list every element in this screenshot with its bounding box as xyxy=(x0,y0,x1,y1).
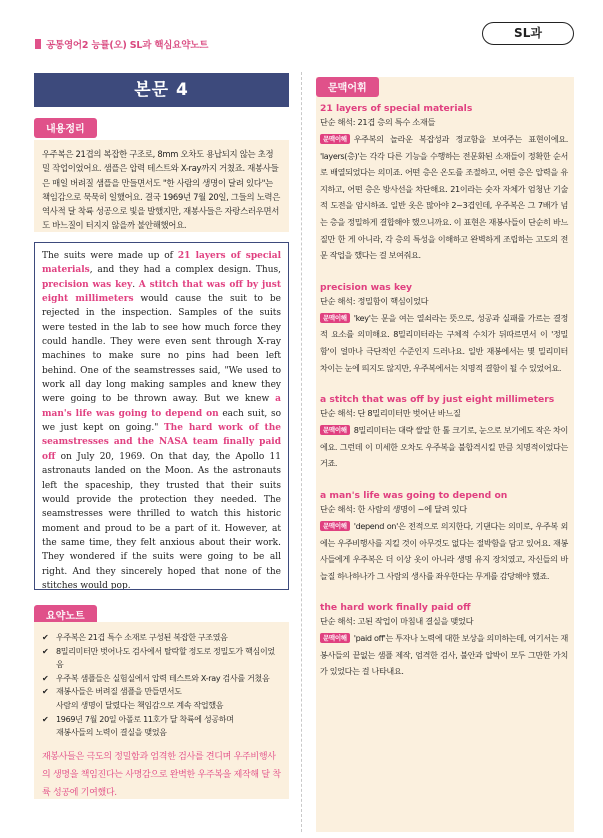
notes-box xyxy=(34,622,289,799)
vocab-term-explanation: 'key'는 문을 여는 열쇠라는 뜻으로, 성공과 실패를 가르는 결정적 요소를 의미해요. 8밀리미터라는 구체적 수치가 뒤따르면서 이 '정밀함'이 얼마나 극단적인 수준인지 드러나요. 일반 재봉에서는 몇 밀리미터 차이는 눈에 띄지도 않지만, 우주복에서는 치명적 결함이 될 수 있었어요. xyxy=(320,312,568,373)
notes-item xyxy=(42,685,281,699)
check-icon: ✔ xyxy=(42,714,49,724)
notes-label: 요약노트 xyxy=(34,605,97,625)
vocab-term xyxy=(320,489,568,584)
passage-text: on July 20, 1969. On that day, the Apollo 11 astronauts landed on the Moon. As the astronauts left the spaceship, they trusted that their suits would provide the protection they needed. The seamstresses were thrilled to watch this historic moment and proud to be a part of it. However, at the same time, they felt anxious about their work. They wondered if the suits were going to be all right. And they sincerely hoped that none of the stitches would pop. xyxy=(42,451,281,590)
header-accent-bar xyxy=(35,39,41,49)
vocab-term-body xyxy=(320,310,568,376)
vocab-term-explanation: 'paid off'는 투자나 노력에 대한 보상을 의미하는데, 여기서는 재봉사들의 끝없는 샘플 제작, 엄격한 검사, 불안과 압박이 모두 그만한 가치가 있었다는 걸 나타내요. xyxy=(320,633,568,677)
passage-highlight: The hard work of the seamstresses and the NASA team finally paid off xyxy=(42,423,281,462)
notes-item-text: 우주복은 21겹 특수 소재로 구성된 복잡한 구조였음 xyxy=(56,633,228,642)
vocab-term-meaning: 단순 해석: 고된 작업이 마침내 결실을 맺었다 xyxy=(320,616,474,627)
lesson-badge: SL과 xyxy=(482,22,574,45)
vocab-term xyxy=(320,281,568,376)
context-tag: 문맥이해 xyxy=(320,521,350,531)
vocab-term-title: a man's life was going to depend on xyxy=(320,489,508,501)
page-title: 본문 4 xyxy=(34,73,289,107)
passage-highlight: a man's life was going to depend on xyxy=(42,394,281,419)
passage-text: The suits were made up of xyxy=(42,251,178,261)
passage-text: each suit, so we just kept on going." xyxy=(42,408,282,434)
vocab-term-title: 21 layers of special materials xyxy=(320,103,473,114)
passage-text: would cause the suit to be rejected in the inspection. Samples of the suits were tested in the lab to see how much force they could handle. They were even sent through X-ray machines to make sure no pins had been left behind. One of the seamstresses said, "We used to work all day long making samples and knew they were going to be thrown away. But we knew xyxy=(42,294,281,405)
context-tag: 문맥이해 xyxy=(320,425,350,435)
vocab-term-explanation: 우주복의 놀라운 복잡성과 정교함을 보여주는 표현이에요. 'layers(층)'는 각각 다른 기능을 수행하는 전문화된 소재들이 정확한 순서로 배열되었다는 의미죠. 어떤 층은 온도를 조절하고, 어떤 층은 압력을 유지하고, 어떤 층은 방사선을 차단해요. 21이라는 숫자 자체가 엄청난 기술적 도전을 암시하죠. 일반 옷은 많아야 2~3겹인데, 우주복은 그 7배가 넘는 층을 정밀하게 결합해야 했으니까요. 이 표현은 재봉사들이 단순히 바느질만 한 게 아니라, 각 층의 특성을 이해하고 완벽하게 조립하는 고도의 전문 작업을 했다는 걸 보여줘요. xyxy=(320,134,568,261)
passage-text: , and they had a complex design. Thus, xyxy=(89,265,281,276)
vocab-term-title: precision was key xyxy=(320,281,413,293)
vocab-term-meaning: 단순 해석: 21겹 층의 특수 소재들 xyxy=(320,117,436,127)
vocab-panel xyxy=(316,77,574,832)
passage-highlight: A stitch that was off by just eight millimeters xyxy=(42,279,281,305)
summary-box: 우주복은 21겹의 복잡한 구조로, 8mm 오차도 용납되지 않는 초정밀 작업이었어요. 샘플은 압력 테스트와 X-ray까지 거쳤죠. 재봉사들은 매일 버려질 샘플을 만들면서도 "한 사람의 생명이 달려 있다"는 책임감으로 묵묵히 일했어요. 결국 1969년 7월 20일, 그들의 노력은 역사적 달 착륙 성공으로 빛을 발했지만, 재봉사들은 자랑스러우면서도 바느질이 터지지 않을까 불안해했어요. xyxy=(34,140,289,232)
summary-label-wrap xyxy=(34,117,289,138)
passage-box xyxy=(34,242,289,590)
vocab-term-body xyxy=(320,518,568,584)
vocab-term-body xyxy=(320,630,568,680)
notes-item xyxy=(42,672,281,686)
vocab-term-explanation: 'depend on'은 전적으로 의지한다, 기댄다는 의미로, 우주복 외에는 우주비행사를 지킬 것이 아무것도 없다는 절박함을 담고 있어요. 재봉사들에게 우주복은 더 이상 옷이 아니라 생명 유지 장치였고, 자신들의 바늘질 하나하나가 그 사람의 생사를 좌우한다는 무게를 감당해야 했죠. xyxy=(320,520,568,581)
notes-item-text: 재봉사들은 버려질 샘플을 만들면서도 xyxy=(56,687,182,697)
context-tag: 문맥이해 xyxy=(320,633,350,643)
notes-item xyxy=(42,631,281,645)
notes-item-text: 우주복 샘플들은 실험실에서 압력 테스트와 X-ray 검사를 거쳤음 xyxy=(56,673,270,683)
notes-list xyxy=(42,631,281,740)
notes-item-text: 사람의 생명이 달렸다는 책임감으로 계속 작업했음 xyxy=(56,700,224,710)
vocab-label: 문맥어휘 xyxy=(316,77,379,97)
notes-item-text: 1969년 7월 20일 아폴로 11호가 달 착륙에 성공하며 xyxy=(56,714,234,724)
vocab-term-body xyxy=(320,422,568,472)
check-icon: ✔ xyxy=(42,633,49,642)
passage-highlight: 21 layers of special materials xyxy=(42,251,281,276)
notes-item xyxy=(42,726,281,740)
notes-item-text: 재봉사들의 노력이 결실을 맺었음 xyxy=(56,728,167,738)
vocab-term-meaning: 단순 해석: 한 사람의 생명이 ~에 달려 있다 xyxy=(320,503,467,514)
notes-item-text: 8밀리미터만 벗어나도 검사에서 탈락할 정도로 정밀도가 핵심이었음 xyxy=(56,646,275,670)
check-icon: ✔ xyxy=(42,646,49,656)
vocab-term xyxy=(320,393,568,472)
header-subtitle: 공통영어2 능률(오) SL과 핵심요약노트 xyxy=(46,40,209,51)
vocab-term-explanation: 8밀리미터는 대략 쌀알 한 톨 크기로, 눈으로 보기에도 작은 차이에요. 그런데 이 미세한 오차도 우주복을 불합격시킬 만큼 치명적이었다는 거죠. xyxy=(320,425,568,469)
context-tag: 문맥이해 xyxy=(320,313,350,323)
notes-item xyxy=(42,645,281,672)
vocab-term-title: a stitch that was off by just eight millimeters xyxy=(320,394,555,406)
context-tag: 문맥이해 xyxy=(320,134,350,144)
vocab-term-meaning: 단순 해석: 정밀함이 핵심이었다 xyxy=(320,295,429,306)
vocab-term-meaning: 단순 해석: 단 8밀리미터만 벗어난 바느질 xyxy=(320,408,461,419)
summary-label: 내용정리 xyxy=(34,118,97,138)
notes-item xyxy=(42,699,281,713)
notes-closing: 재봉사들은 극도의 정밀함과 엄격한 검사를 견디며 우주비행사의 생명을 책임진다는 사명감으로 완벽한 우주복을 제작해 달 착륙 성공에 기여했다. xyxy=(42,751,281,798)
passage-highlight: precision was key xyxy=(42,279,133,290)
vocab-term-body xyxy=(320,131,568,264)
vocab-term-title: the hard work finally paid off xyxy=(320,602,471,614)
column-divider xyxy=(301,72,302,832)
passage-text: . xyxy=(132,279,139,290)
notes-item xyxy=(42,713,281,727)
check-icon: ✔ xyxy=(42,673,49,683)
vocab-term xyxy=(320,102,568,264)
check-icon: ✔ xyxy=(42,687,49,697)
vocab-term xyxy=(320,601,568,680)
